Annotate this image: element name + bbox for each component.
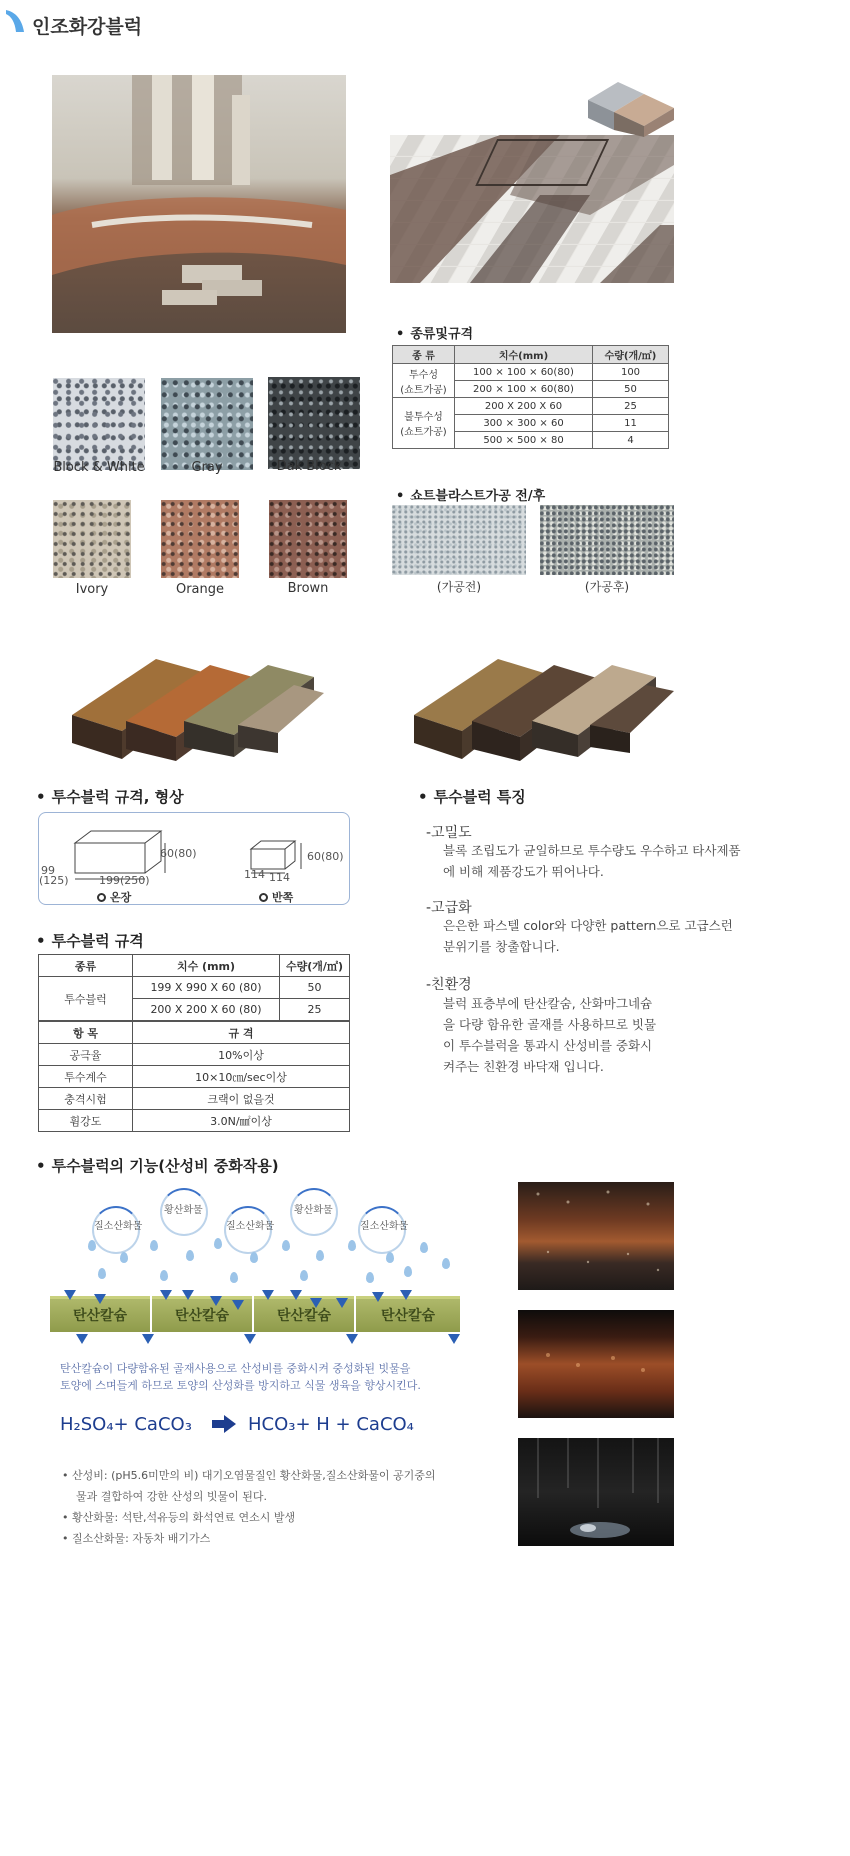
raindrop-icon xyxy=(366,1272,374,1283)
perm-spec-size: 200 X 200 X 60 (80) xyxy=(133,999,280,1021)
swatch-label: Block & White xyxy=(53,460,145,475)
function-desc-line: 토양에 스며들게 하므로 토양의 산성화를 방지하고 식물 생육을 향상시킨다. xyxy=(60,1379,421,1392)
arrow-down-icon xyxy=(400,1290,412,1300)
arrow-down-icon xyxy=(94,1294,106,1304)
gas-label: 황산화물 xyxy=(294,1205,333,1216)
shot-after-label: (가공후) xyxy=(584,580,630,594)
swatch-brown xyxy=(269,500,347,578)
arrow-down-icon xyxy=(336,1298,348,1308)
spec-header: 종 류 xyxy=(393,346,455,364)
plaza-photo xyxy=(52,75,346,333)
water-photo-3 xyxy=(518,1438,674,1546)
feature-body: 블럭 표층부에 탄산칼숨, 산화마그네슘을 다량 함유한 골재를 사용하므로 빗물이 투수블럭을 통과시 산성비를 중화시켜주는 친환경 바닥재 입니다. xyxy=(443,996,657,1074)
full-height-label: 60(80) xyxy=(160,847,197,860)
function-desc-line: 탄산칼슘이 다량함유된 골재사용으로 산성비를 중화시켜 중성화된 빗물을 xyxy=(60,1362,411,1375)
half-height-label: 60(80) xyxy=(307,850,344,863)
perm-item-name: 투수계수 xyxy=(39,1066,133,1088)
gas-label: 질소산화물 xyxy=(360,1221,409,1232)
full-width-alt-label: (125) xyxy=(39,874,69,887)
swatch-ivory xyxy=(53,500,131,578)
formula-right: HCO₃+ H + CaCO₄ xyxy=(248,1414,414,1435)
note-line: 물과 결합하여 강한 산성의 빗물이 된다. xyxy=(76,1490,267,1503)
spec-size-cell: 200 X 200 X 60 xyxy=(455,398,593,415)
perm-spec-header: 치수 (mm) xyxy=(133,955,280,977)
arrow-down-icon xyxy=(76,1334,88,1344)
swatch-label: Orange xyxy=(175,582,225,597)
note-line: • 산성비: (pH5.6미만의 비) 대기오염물질인 황산화물,질소산화물이 공기중의 xyxy=(62,1469,436,1482)
raindrop-icon xyxy=(250,1252,258,1263)
function-desc xyxy=(60,1360,421,1394)
perm-shape-diagram xyxy=(38,812,350,905)
spec-qty-cell: 11 xyxy=(593,415,669,432)
shot-title: • 쇼트블라스트가공 전/후 xyxy=(396,485,545,504)
shot-before-photo xyxy=(392,505,526,575)
tile-samples-photo xyxy=(588,82,674,137)
raindrop-icon xyxy=(98,1268,106,1279)
gas-label: 황산화물 xyxy=(164,1205,203,1216)
perm-item-value: 크랙이 없을것 xyxy=(133,1088,350,1110)
arrow-down-icon xyxy=(210,1296,222,1306)
swatch-label: Brown xyxy=(287,581,329,596)
full-block-caption: 온장 xyxy=(97,889,131,905)
perm-item-name: 충격시험 xyxy=(39,1088,133,1110)
raindrop-icon xyxy=(404,1266,412,1277)
formula-left: H₂SO₄+ CaCO₃ xyxy=(60,1414,192,1435)
features-title: • 투수블럭 특징 xyxy=(418,786,526,807)
shot-before-label: (가공전) xyxy=(436,580,482,594)
arrow-down-icon xyxy=(448,1334,460,1344)
perm-spec-table xyxy=(38,954,350,1021)
calcium-block: 탄산칼슘 xyxy=(254,1296,354,1332)
perm-spec-qty: 50 xyxy=(280,977,350,999)
raindrop-icon xyxy=(282,1240,290,1251)
bricks-photo-right xyxy=(414,655,674,761)
spec-table xyxy=(392,345,669,449)
perm-items-header: 규 격 xyxy=(133,1022,350,1044)
full-length-label: 199(250) xyxy=(99,874,150,887)
raindrop-icon xyxy=(230,1272,238,1283)
arrow-down-icon xyxy=(244,1334,256,1344)
formula-arrow-icon xyxy=(212,1415,236,1437)
arrow-down-icon xyxy=(182,1290,194,1300)
spec-type-cell: 불투수성 (쇼트가공) xyxy=(393,398,455,449)
arrow-down-icon xyxy=(372,1292,384,1302)
page-title: 인조화강블럭 xyxy=(32,16,143,38)
perm-item-value: 10%이상 xyxy=(133,1044,350,1066)
calcium-block: 탄산칼슘 xyxy=(152,1296,252,1332)
spec-qty-cell: 4 xyxy=(593,432,669,449)
perm-items-header: 항 목 xyxy=(39,1022,133,1044)
note-line: • 질소산화물: 자동차 배기가스 xyxy=(62,1532,211,1545)
gas-label: 질소산화물 xyxy=(94,1221,143,1232)
raindrop-icon xyxy=(214,1238,222,1249)
shot-after-photo xyxy=(540,505,674,575)
perm-item-name: 공극율 xyxy=(39,1044,133,1066)
note-line: • 황산화물: 석탄,석유등의 화석연료 연소시 발생 xyxy=(62,1511,296,1524)
perm-item-value: 10×10㎝/sec이상 xyxy=(133,1066,350,1088)
arrow-down-icon xyxy=(310,1298,322,1308)
feature-body: 블록 조립도가 균일하므로 투수량도 우수하고 타사제품에 비해 제품강도가 뛰어나다. xyxy=(443,843,741,879)
function-title: • 투수블럭의 기능(산성비 중화작용) xyxy=(36,1155,279,1176)
feature-head: -친환경 xyxy=(426,977,472,993)
spec-size-cell: 300 × 300 × 60 xyxy=(455,415,593,432)
radio-icon xyxy=(97,893,106,902)
spec-qty-cell: 100 xyxy=(593,364,669,381)
perm-spec-header: 종류 xyxy=(39,955,133,977)
perm-item-name: 휨강도 xyxy=(39,1110,133,1132)
raindrop-icon xyxy=(420,1242,428,1253)
swatch-gray xyxy=(161,378,253,470)
raindrop-icon xyxy=(186,1250,194,1261)
arrow-down-icon xyxy=(262,1290,274,1300)
arrow-down-icon xyxy=(232,1300,244,1310)
swatch-label: Gray xyxy=(191,460,223,475)
paving-photo xyxy=(390,135,674,283)
spec-title: • 종류및규격 xyxy=(396,323,473,342)
radio-icon xyxy=(259,893,268,902)
perm-items-table xyxy=(38,1021,350,1132)
raindrop-icon xyxy=(150,1240,158,1251)
swatch-block-white xyxy=(53,378,145,470)
perm-item-value: 3.0N/㎟이상 xyxy=(133,1110,350,1132)
function-notes xyxy=(62,1465,436,1549)
raindrop-icon xyxy=(386,1252,394,1263)
feature-head: -고밀도 xyxy=(426,825,472,841)
feature-head: -고급화 xyxy=(426,900,472,916)
arrow-down-icon xyxy=(142,1334,154,1344)
full-width-label: 99 xyxy=(41,864,55,877)
swatch-dak-block xyxy=(268,377,360,469)
spec-header: 치수(mm) xyxy=(455,346,593,364)
raindrop-icon xyxy=(88,1240,96,1251)
swatch-orange xyxy=(161,500,239,578)
half-block-caption: 반쪽 xyxy=(259,889,293,905)
arrow-down-icon xyxy=(160,1290,172,1300)
perm-spec-type: 투수블럭 xyxy=(39,977,133,1021)
spec-qty-cell: 25 xyxy=(593,398,669,415)
water-photo-2 xyxy=(518,1310,674,1418)
perm-spec-title: • 투수블럭 규격 xyxy=(36,930,144,951)
spec-size-cell: 200 × 100 × 60(80) xyxy=(455,381,593,398)
raindrop-icon xyxy=(120,1252,128,1263)
calcium-block: 탄산칼슘 xyxy=(356,1296,460,1332)
raindrop-icon xyxy=(160,1270,168,1281)
header-accent-icon xyxy=(4,8,26,34)
raindrop-icon xyxy=(316,1250,324,1261)
gas-label: 질소산화물 xyxy=(226,1221,275,1232)
half-width-label: 114 xyxy=(244,868,265,881)
calcium-block: 탄산칼슘 xyxy=(50,1296,150,1332)
spec-qty-cell: 50 xyxy=(593,381,669,398)
spec-header: 수량(개/㎡) xyxy=(593,346,669,364)
spec-size-cell: 500 × 500 × 80 xyxy=(455,432,593,449)
perm-spec-size: 199 X 990 X 60 (80) xyxy=(133,977,280,999)
half-length-label: 114 xyxy=(269,871,290,884)
swatch-label: Ivory xyxy=(75,582,109,597)
arrow-down-icon xyxy=(290,1290,302,1300)
bricks-photo-left xyxy=(68,655,324,761)
raindrop-icon xyxy=(300,1270,308,1281)
water-photo-1 xyxy=(518,1182,674,1290)
perm-spec-header: 수량(개/㎡) xyxy=(280,955,350,977)
perm-spec-qty: 25 xyxy=(280,999,350,1021)
arrow-down-icon xyxy=(346,1334,358,1344)
spec-size-cell: 100 × 100 × 60(80) xyxy=(455,364,593,381)
raindrop-icon xyxy=(348,1240,356,1251)
arrow-down-icon xyxy=(64,1290,76,1300)
perm-shape-title: • 투수블럭 규격, 형상 xyxy=(36,786,184,807)
raindrop-icon xyxy=(442,1258,450,1269)
spec-type-cell: 투수성 (쇼트가공) xyxy=(393,364,455,398)
swatch-label: Dak Block xyxy=(276,459,342,474)
feature-body: 은은한 파스텔 color와 다양한 pattern으로 고급스런 분위기를 창출합니다. xyxy=(443,918,733,954)
